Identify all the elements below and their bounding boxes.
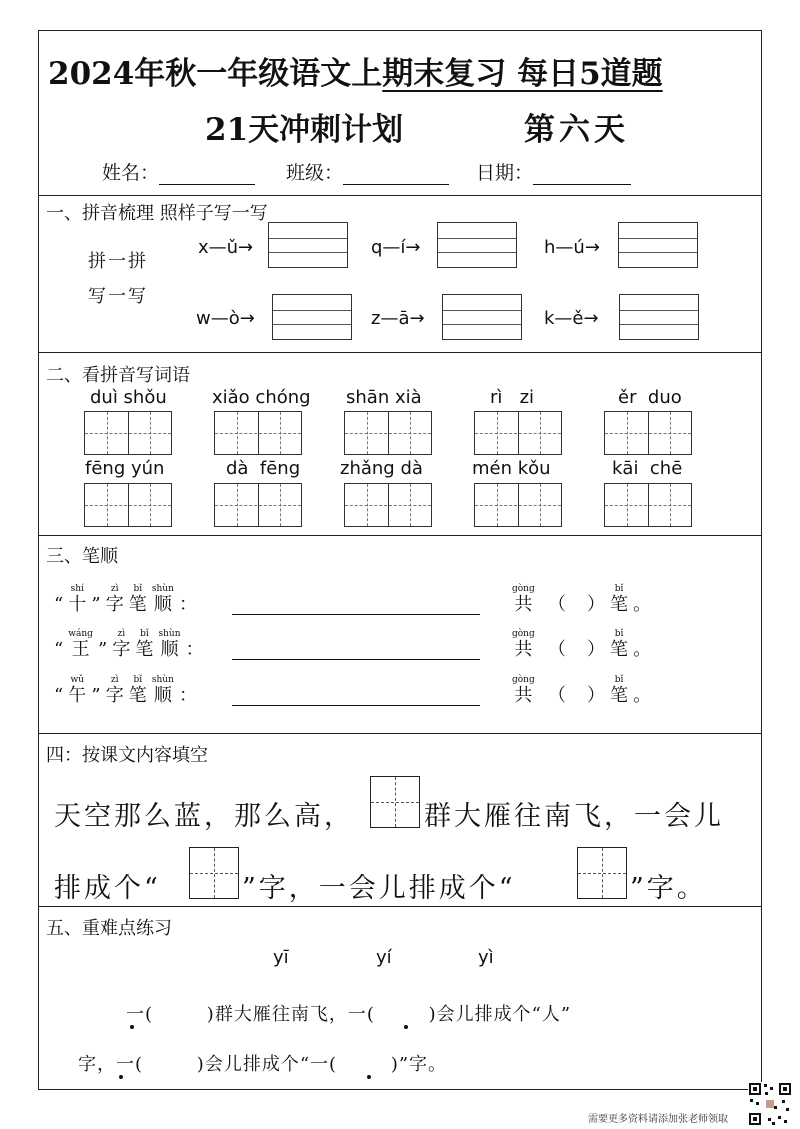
cloze-line-2b: ”字，一会儿排成个“ [242, 873, 516, 904]
four-line-grid[interactable] [268, 222, 348, 268]
date-label: 日期： [476, 162, 534, 184]
word-pinyin: rì zi [490, 387, 535, 408]
char-grid-pair[interactable] [214, 411, 302, 455]
side-label-xie: 写一写 [88, 286, 148, 307]
four-line-grid[interactable] [619, 294, 699, 340]
char-grid-pair[interactable] [604, 411, 692, 455]
cloze-line-2a: 排成个“ [54, 873, 161, 904]
cloze-box[interactable] [370, 776, 420, 828]
word-pinyin: mén kǒu [472, 458, 551, 479]
char-grid-pair[interactable] [474, 483, 562, 527]
section4-heading: 四：按课文内容填空 [46, 745, 208, 766]
word-pinyin: xiǎo chóng [212, 387, 311, 408]
word-pinyin: kāi chē [612, 458, 683, 479]
stroke-count: gòng 共 （ ） bǐ 笔 。 [512, 629, 652, 660]
emphasis-dot [130, 1025, 134, 1029]
stroke-count-blank[interactable]: ） [586, 685, 605, 706]
section5-heading: 五、重难点练习 [46, 918, 172, 939]
target-char: 午 [68, 685, 87, 706]
title-part-a: 2024年秋一年级语文上 [48, 56, 383, 92]
cloze-box[interactable] [189, 847, 239, 899]
divider [38, 906, 762, 907]
date-blank[interactable] [533, 184, 631, 185]
name-label: 姓名： [102, 162, 160, 184]
pinyin-item: z—ā→ [371, 308, 425, 329]
stroke-order-answer-line[interactable] [232, 659, 480, 660]
cloze-line-2c: ”字。 [630, 873, 707, 904]
four-line-grid[interactable] [272, 294, 352, 340]
pinyin-item: x—ǔ→ [198, 237, 254, 258]
char-grid-pair[interactable] [604, 483, 692, 527]
char-grid-pair[interactable] [214, 483, 302, 527]
name-field[interactable] [102, 158, 255, 185]
reading-option: yí [376, 947, 392, 968]
section3-heading: 三、笔顺 [46, 546, 118, 567]
word-pinyin: shān xià [346, 387, 422, 408]
stroke-count-blank[interactable]: ） [586, 594, 605, 615]
pinyin-item: h—ú→ [544, 237, 600, 258]
page-title [48, 48, 663, 93]
tone-exercise-line-1[interactable]: 一( )群大雁往南飞，一( )会儿排成个“人” [126, 1004, 572, 1025]
target-char: 王 [71, 639, 90, 660]
day-label: 第六天 [524, 112, 629, 148]
word-pinyin: zhǎng dà [340, 458, 423, 479]
footer-note: 需要更多资料请添加张老师领取 [588, 1114, 728, 1125]
reading-option: yī [273, 947, 289, 968]
name-blank[interactable] [159, 184, 255, 185]
char-grid-pair[interactable] [344, 483, 432, 527]
divider [38, 352, 762, 353]
stroke-order-answer-line[interactable] [232, 614, 480, 615]
word-pinyin: ěr duo [618, 387, 682, 408]
tone-exercise-line-2[interactable]: 字，一( )会儿排成个“一( )”字。 [78, 1054, 448, 1075]
reading-option: yì [478, 947, 494, 968]
stroke-count: gòng 共 （ ） bǐ 笔 。 [512, 675, 652, 706]
char-grid-pair[interactable] [474, 411, 562, 455]
four-line-grid[interactable] [437, 222, 517, 268]
word-pinyin: duì shǒu [90, 387, 167, 408]
target-char: 十 [68, 594, 87, 615]
section1-heading: 一、拼音梳理 照样子写一写 [46, 203, 268, 224]
emphasis-dot [119, 1075, 123, 1079]
section2-heading: 二、看拼音写词语 [46, 365, 190, 386]
divider [38, 195, 762, 196]
four-line-grid[interactable] [442, 294, 522, 340]
four-line-grid[interactable] [618, 222, 698, 268]
word-pinyin: fēng yún [85, 458, 165, 479]
stroke-order-row: “ wǔ 午 ” zì 字 bǐ 笔 shùn 顺 ： [54, 675, 197, 706]
class-blank[interactable] [343, 184, 449, 185]
stroke-count: gòng 共 （ ） bǐ 笔 。 [512, 584, 652, 615]
qr-code-icon [748, 1082, 792, 1126]
cloze-box[interactable] [577, 847, 627, 899]
side-label-pin: 拼一拼 [88, 251, 148, 272]
word-pinyin: dà fēng [226, 458, 301, 479]
pinyin-item: w—ò→ [196, 308, 255, 329]
stroke-order-row: “ wáng 王 ” zì 字 bǐ 笔 shùn 顺 ： [54, 629, 204, 660]
stroke-order-row: “ shí 十 ” zì 字 bǐ 笔 shùn 顺 ： [54, 584, 197, 615]
pinyin-item: q—í→ [371, 237, 421, 258]
divider [38, 535, 762, 536]
title-part-b: 期末复习 每日5道题 [382, 56, 663, 92]
char-grid-pair[interactable] [84, 483, 172, 527]
char-grid-pair[interactable] [84, 411, 172, 455]
divider [38, 733, 762, 734]
emphasis-dot [367, 1075, 371, 1079]
stroke-count-blank[interactable]: ） [586, 639, 605, 660]
class-field[interactable] [286, 158, 449, 185]
emphasis-dot [404, 1025, 408, 1029]
char-grid-pair[interactable] [344, 411, 432, 455]
cloze-line-1a: 天空那么蓝，那么高， [54, 801, 354, 832]
cloze-line-1b: 群大雁往南飞，一会儿 [424, 801, 724, 832]
plan-title: 21天冲刺计划 [205, 112, 404, 148]
date-field[interactable] [476, 158, 631, 185]
stroke-order-answer-line[interactable] [232, 705, 480, 706]
class-label: 班级： [286, 162, 344, 184]
pinyin-item: k—ě→ [544, 308, 599, 329]
